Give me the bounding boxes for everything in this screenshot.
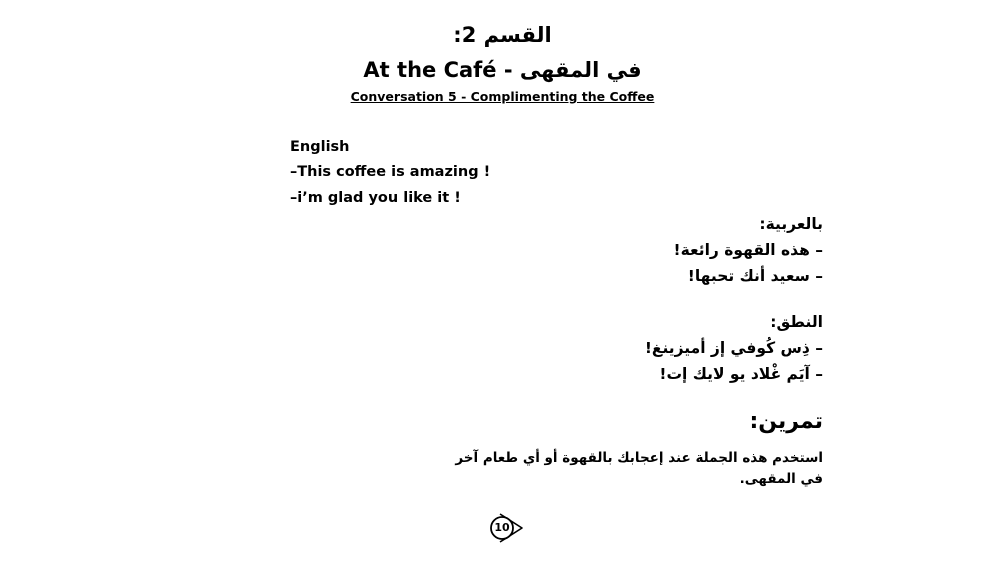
english-line: –This coffee is amazing ! (290, 164, 491, 180)
page-number-badge (486, 512, 526, 544)
arabic-line: – هذه القهوة رائعة! (673, 241, 823, 259)
exercise-text-line: استخدم هذه الجملة عند إعجابك بالقهوة أو أي طعام آخر (455, 450, 823, 466)
pronunciation-line: – ذِس كُوفي إز أميزينغ! (644, 339, 823, 357)
exercise-heading: تمرين: (749, 409, 823, 434)
arabic-line: – سعيد أنك تحبها! (687, 267, 823, 285)
section-title: القسم 2: (453, 23, 552, 47)
exercise-text-line: في المقهى. (739, 471, 823, 487)
english-line: –i’m glad you like it ! (290, 190, 461, 206)
pronunciation-heading: النطق: (770, 313, 823, 331)
page-number: 10 (494, 521, 510, 534)
english-heading: English (290, 139, 350, 155)
arabic-heading: بالعربية: (759, 215, 823, 233)
chapter-title: At the Café - في المقهى (363, 58, 642, 82)
pronunciation-line: – آيَم غْلاد يو لايك إت! (659, 365, 823, 383)
conversation-title: Conversation 5 - Complimenting the Coffee (350, 89, 655, 104)
